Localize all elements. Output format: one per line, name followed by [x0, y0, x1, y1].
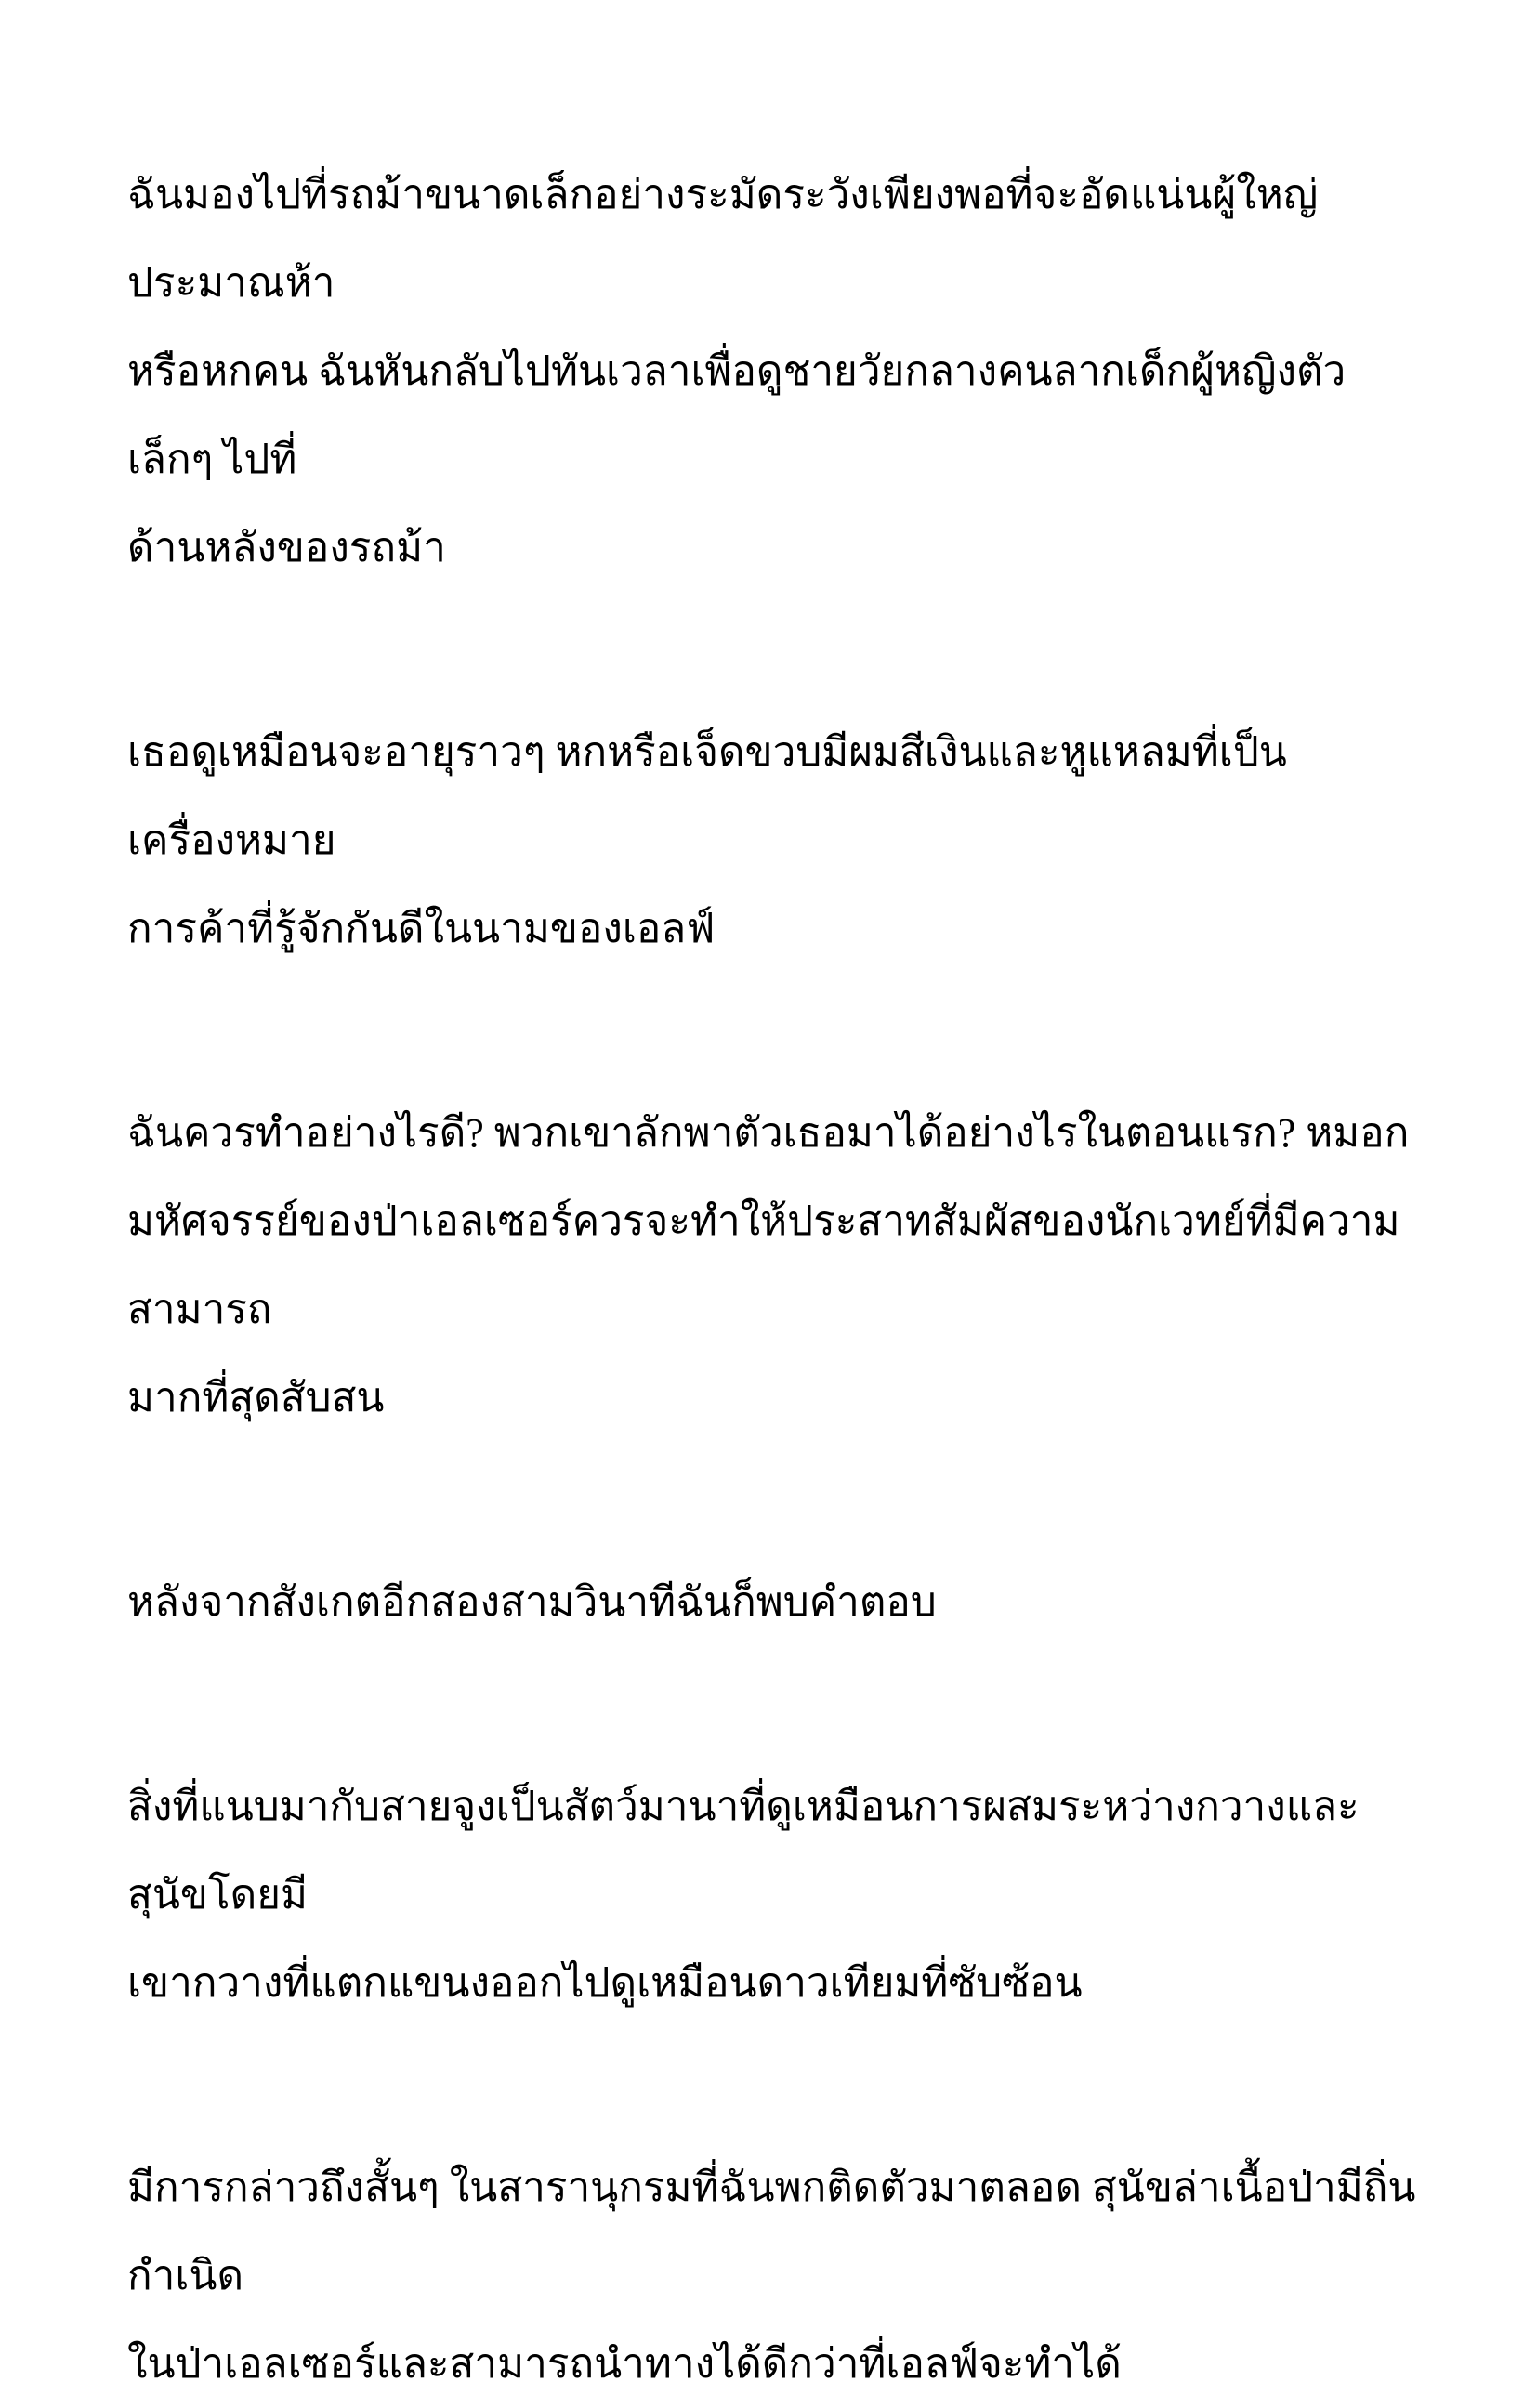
paragraph [127, 1762, 1416, 2027]
paragraph [127, 1089, 1416, 1442]
paragraph [127, 708, 1416, 973]
text-line: หลังจากสังเกตอีกสองสามวินาทีฉันก็พบคำตอบ [127, 1579, 937, 1625]
text-line: ในป่าเอลเซอร์และสามารถนำทางได้ดีกว่าที่เอลฟ์จะทำได้ [127, 2341, 1122, 2387]
text-line: เขากวางที่แตกแขนงออกไปดูเหมือนดาวเทียมที่ซับซ้อน [127, 1960, 1083, 2006]
paragraph [127, 150, 1416, 592]
text-line: มากที่สุดสับสน [127, 1375, 385, 1420]
text-line: การค้าที่รู้จักกันดีในนามของเอลฟ์ [127, 906, 716, 951]
text-line: ฉันควรทำอย่างไรดี? พวกเขาลักพาตัวเธอมาได้อย่างไรในตอนแรก? หมอก [127, 1110, 1410, 1156]
text-line: มหัศจรรย์ของป่าเอลเซอร์ควรจะทำให้ประสาทสัมผัสของนักเวทย์ที่มีความสามารถ [127, 1198, 1400, 1332]
text-line: ฉันมองไปที่รถม้าขนาดเล็กอย่างระมัดระวังเพียงพอที่จะอัดแน่นผู้ใหญ่ประมาณห้า [127, 172, 1319, 306]
paragraph [127, 2143, 1416, 2408]
text-line: มีการกล่าวถึงสั้นๆ ในสารานุกรมที่ฉันพกติดตัวมาตลอด สุนัขล่าเนื้อป่ามีถิ่นกำเนิด [127, 2165, 1416, 2298]
text-line: หรือหกคน ฉันหันกลับไปทันเวลาเพื่อดูชายวัยกลางคนลากเด็กผู้หญิงตัวเล็กๆ ไปที่ [127, 348, 1347, 482]
text-line: สิ่งที่แนบมากับสายจูงเป็นสัตว์มานาที่ดูเหมือนการผสมระหว่างกวางและสุนัขโดยมี [127, 1784, 1360, 1917]
text-line: เธอดูเหมือนจะอายุราวๆ หกหรือเจ็ดขวบมีผมสีเงินและหูแหลมที่เป็นเครื่องหมาย [127, 729, 1287, 863]
paragraph [127, 1558, 1416, 1646]
text-line: ด้านหลังของรถม้า [127, 525, 446, 570]
